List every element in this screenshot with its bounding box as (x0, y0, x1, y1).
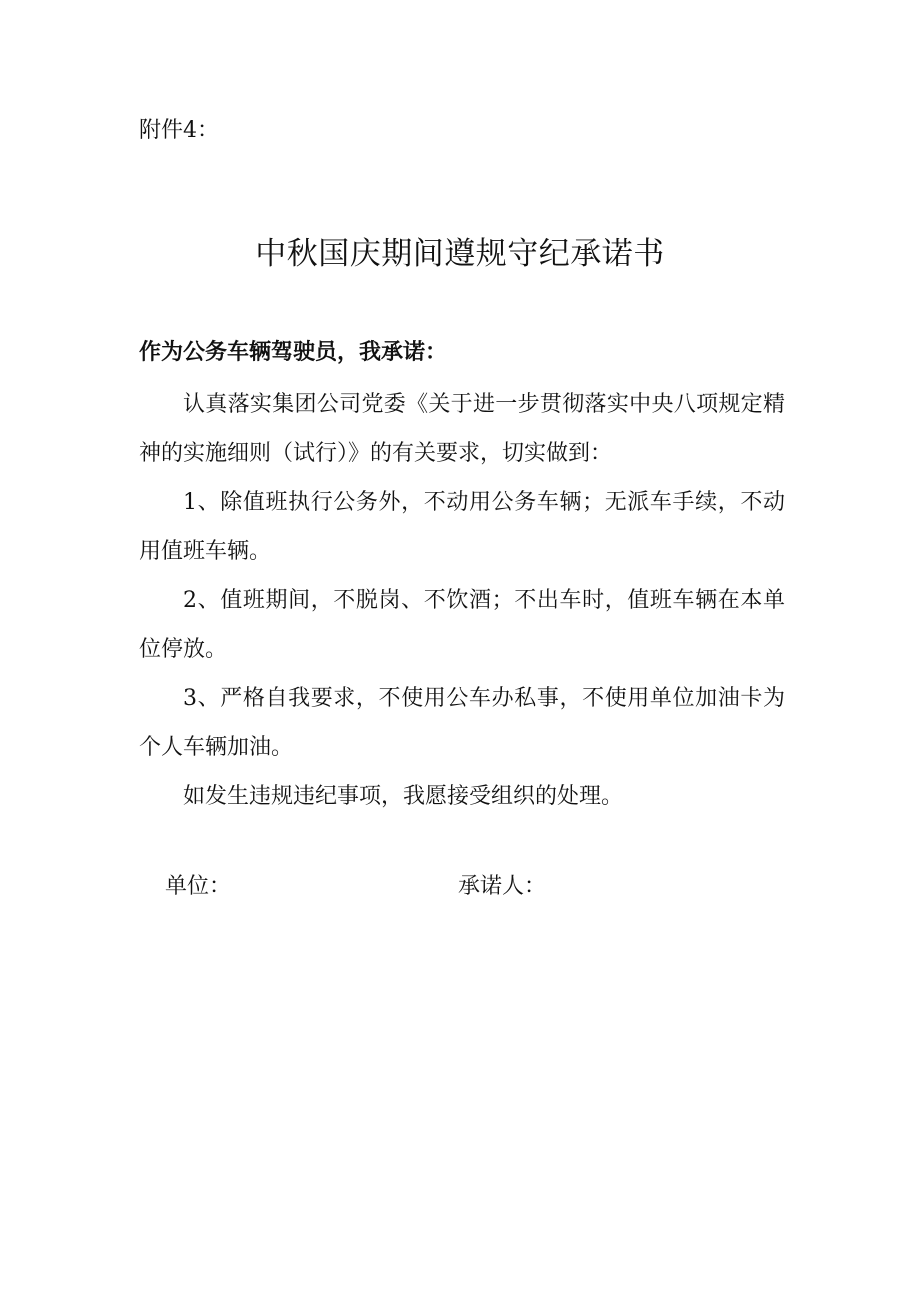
pledge-body (139, 380, 785, 821)
attachment-label: 附件4： (139, 118, 219, 143)
pledge-intro: 作为公务车辆驾驶员，我承诺： (139, 340, 448, 365)
document-title: 中秋国庆期间遵规守纪承诺书 (255, 236, 665, 272)
signature-row (165, 871, 785, 905)
paragraph-violation: 如发生违规违纪事项，我愿接受组织的处理。 (183, 784, 624, 809)
unit-label: 单位： (165, 874, 232, 899)
paragraph-item-1: 1、除值班执行公务外，不动用公务车辆；无派车手续，不动用值班车辆。 (139, 490, 785, 564)
paragraph-item-3: 3、严格自我要求，不使用公车办私事，不使用单位加油卡为个人车辆加油。 (139, 686, 785, 760)
pledger-label: 承诺人： (458, 874, 547, 899)
paragraph-requirements: 认真落实集团公司党委《关于进一步贯彻落实中央八项规定精神的实施细则（试行）》的有关要求，切实做到： (139, 392, 785, 466)
paragraph-item-2: 2、值班期间，不脱岗、不饮酒；不出车时，值班车辆在本单位停放。 (139, 588, 785, 662)
